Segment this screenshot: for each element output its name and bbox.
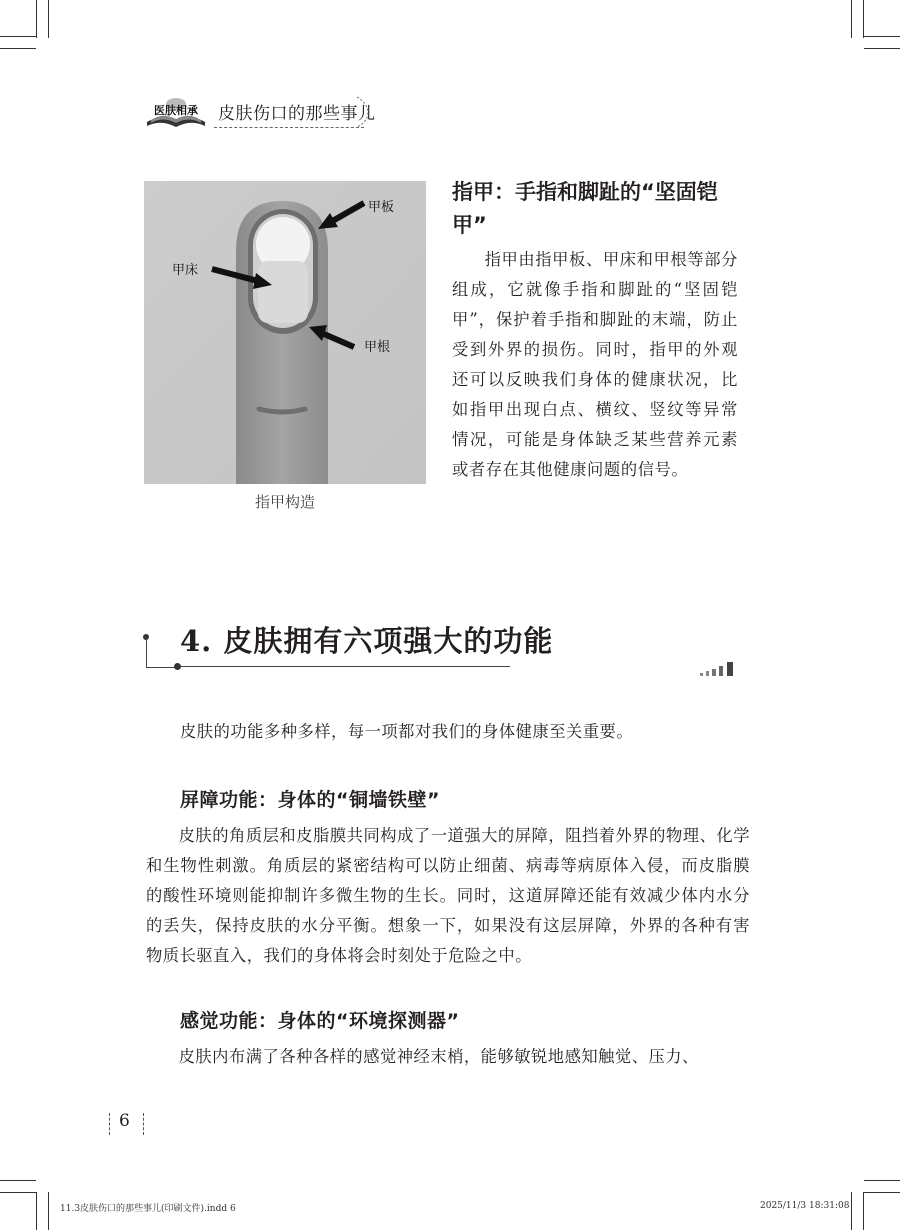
crop-mark (0, 48, 36, 49)
crop-mark (851, 0, 852, 38)
section-intro: 皮肤的功能多种多样，每一项都对我们的身体健康至关重要。 (180, 722, 634, 741)
print-slug-file: 11.3皮肤伤口的那些事儿(印刷文件).indd 6 (60, 1204, 236, 1214)
figure-caption: 指甲构造 (254, 493, 315, 511)
crop-mark (864, 1180, 900, 1181)
crop-mark (48, 0, 49, 38)
book-logo-icon (143, 92, 209, 132)
crop-mark (864, 48, 900, 49)
bar-ornament-icon (700, 660, 736, 676)
header-curve (356, 96, 370, 128)
running-header-title: 皮肤伤口的那些事儿 (218, 104, 376, 124)
section-title: 4. 皮肤拥有六项强大的功能 (180, 624, 554, 658)
crop-mark (0, 1192, 36, 1193)
barrier-heading: 屏障功能：身体的“铜墙铁壁” (180, 789, 440, 811)
sensory-heading: 感觉功能：身体的“环境探测器” (180, 1010, 460, 1032)
label-nail-plate: 甲板 (368, 200, 395, 215)
side-section-body: 指甲由指甲板、甲床和甲根等部分组成，它就像手指和脚趾的“坚固铠甲”，保护着手指和脚趾的末端，防止受到外界的损伤。同时，指甲的外观还可以反映我们身体的健康状况，比如指甲出现白点、横纹、竖纹等异常情况，可能是身体缺乏某些营养元素或者存在其他健康问题的信号。 (452, 250, 738, 479)
header-divider (214, 127, 364, 128)
side-section-title: 指甲：手指和脚趾的“坚固铠甲” (452, 180, 718, 237)
print-slug-timestamp: 2025/11/3 18:31:08 (760, 1201, 850, 1211)
series-logo (143, 92, 209, 132)
label-nail-root: 甲根 (364, 340, 391, 355)
crop-mark (36, 0, 37, 38)
nail-structure-figure (144, 181, 426, 484)
page-number-divider (143, 1113, 144, 1135)
page-number: 6 (119, 1111, 130, 1131)
page-number-divider (109, 1113, 110, 1135)
barrier-body: 皮肤的角质层和皮脂膜共同构成了一道强大的屏障，阻挡着外界的物理、化学和生物性刺激。角质层的紧密结构可以防止细菌、病毒等病原体入侵，而皮脂膜的酸性环境则能抑制许多微生物的生长。同时，这道屏障还能有效减少体内水分的丢失，保持皮肤的水分平衡。想象一下，如果没有这层屏障，外界的各种有害物质长驱直入，我们的身体将会时刻处于危险之中。 (146, 826, 750, 965)
section-underline (180, 666, 510, 667)
crop-mark (48, 1192, 49, 1230)
crop-mark (851, 1192, 852, 1230)
crop-mark (864, 36, 900, 37)
sensory-body: 皮肤内布满了各种各样的感觉神经末梢，能够敏锐地感知触觉、压力、 (178, 1047, 699, 1066)
crop-mark (863, 1192, 864, 1230)
nail-bed-shape (258, 261, 308, 323)
crop-mark (36, 1192, 37, 1230)
crop-mark (0, 1180, 36, 1181)
label-nail-bed: 甲床 (172, 263, 199, 278)
crop-mark (0, 36, 36, 37)
svg-text:医肤相承: 医肤相承 (154, 104, 198, 117)
crop-mark (863, 0, 864, 38)
crop-mark (864, 1192, 900, 1193)
